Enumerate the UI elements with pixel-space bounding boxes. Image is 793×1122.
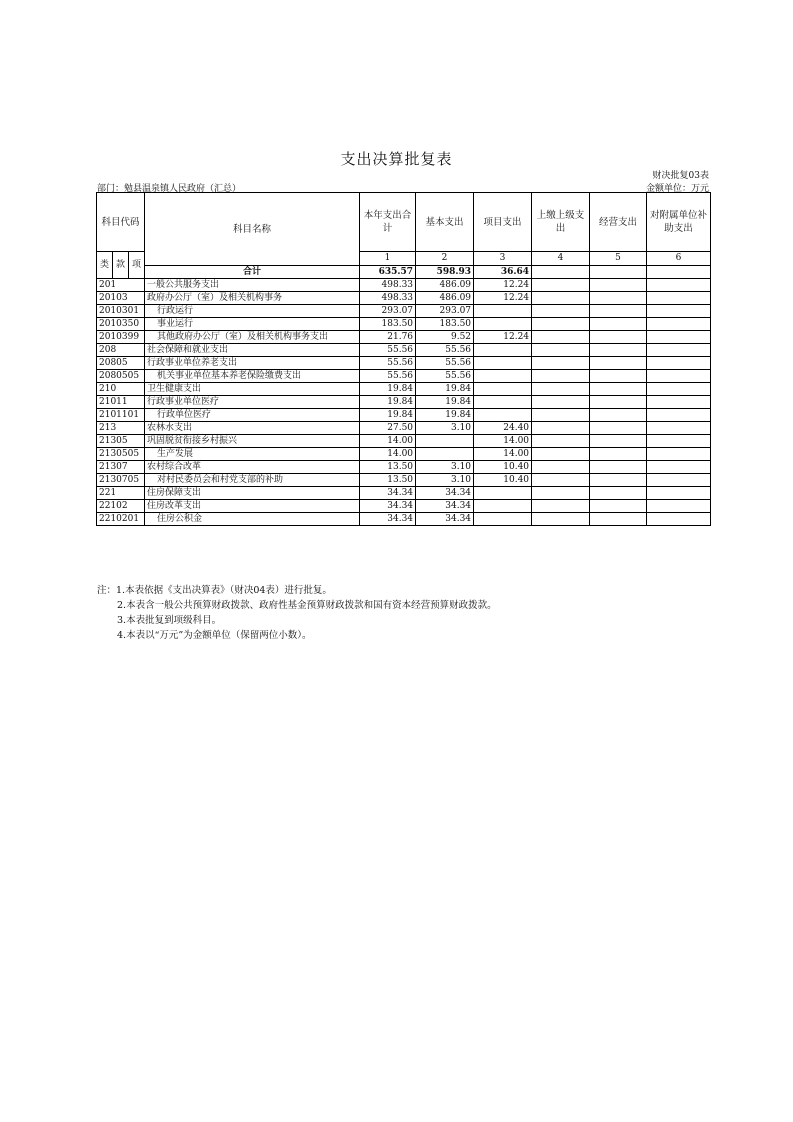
row-name: 政府办公厅（室）及相关机构事务 <box>145 292 360 305</box>
row-total-expenditure: 34.34 <box>360 513 416 526</box>
row-operating-expenditure <box>590 370 647 383</box>
row-total-expenditure: 13.50 <box>360 474 416 487</box>
row-operating-expenditure <box>590 422 647 435</box>
row-basic-expenditure: 486.09 <box>416 279 474 292</box>
table-row <box>97 487 711 500</box>
table-header-row <box>97 193 711 252</box>
row-subsidiary-expenditure <box>647 474 711 487</box>
row-subsidiary-expenditure <box>647 500 711 513</box>
department-label: 部门：勉县温泉镇人民政府（汇总） <box>97 184 242 194</box>
row-subsidiary-expenditure <box>647 305 711 318</box>
row-basic-expenditure: 183.50 <box>416 318 474 331</box>
row-basic-expenditure: 19.84 <box>416 383 474 396</box>
table-row <box>97 461 711 474</box>
row-name: 农村综合改革 <box>145 461 360 474</box>
form-number: 财决批复03表 <box>652 171 709 181</box>
row-total-expenditure: 19.84 <box>360 409 416 422</box>
row-project-expenditure <box>474 487 532 500</box>
header-kuan: 款 <box>113 252 129 279</box>
header-code: 科目代码 <box>97 193 145 252</box>
row-name: 巩固脱贫衔接乡村振兴 <box>145 435 360 448</box>
header-project-expenditure: 项目支出 <box>474 193 532 252</box>
row-basic-expenditure: 55.56 <box>416 357 474 370</box>
row-subsidiary-expenditure <box>647 422 711 435</box>
row-total-expenditure: 19.84 <box>360 383 416 396</box>
note-3: 3.本表批复到项级科目。 <box>117 615 222 626</box>
header-subsidiary-expenditure: 对附属单位补助支出 <box>647 193 711 252</box>
total-row <box>97 266 711 279</box>
column-number-2: 2 <box>416 252 474 266</box>
header-name: 科目名称 <box>145 193 360 266</box>
row-subsidiary-expenditure <box>647 487 711 500</box>
row-subsidiary-expenditure <box>647 383 711 396</box>
row-upper-level-expenditure <box>532 357 590 370</box>
row-code: 221 <box>97 487 145 500</box>
row-name <box>145 318 360 331</box>
header-xiang: 项 <box>129 252 145 279</box>
row-code: 2101101 <box>97 409 145 422</box>
row-operating-expenditure <box>590 487 647 500</box>
row-subsidiary-expenditure <box>647 279 711 292</box>
row-total-expenditure: 19.84 <box>360 396 416 409</box>
row-project-expenditure: 14.00 <box>474 448 532 461</box>
row-name-text: 对村民委员会和村党支部的补助 <box>157 474 284 485</box>
table-row <box>97 513 711 526</box>
row-subsidiary-expenditure <box>647 357 711 370</box>
header-operating-expenditure: 经营支出 <box>590 193 647 252</box>
row-name-text: 事业运行 <box>157 318 194 329</box>
row-total-expenditure: 183.50 <box>360 318 416 331</box>
total-col3: 36.64 <box>474 266 532 279</box>
notes <box>97 583 497 643</box>
row-total-expenditure: 55.56 <box>360 357 416 370</box>
column-number-6: 6 <box>647 252 711 266</box>
row-name <box>145 513 360 526</box>
row-project-expenditure <box>474 500 532 513</box>
row-total-expenditure: 14.00 <box>360 435 416 448</box>
row-name: 农林水支出 <box>145 422 360 435</box>
row-project-expenditure <box>474 318 532 331</box>
row-basic-expenditure: 3.10 <box>416 461 474 474</box>
row-upper-level-expenditure <box>532 513 590 526</box>
row-project-expenditure: 14.00 <box>474 435 532 448</box>
row-project-expenditure <box>474 383 532 396</box>
row-code: 208 <box>97 344 145 357</box>
total-col4 <box>532 266 590 279</box>
row-name <box>145 409 360 422</box>
row-project-expenditure: 12.24 <box>474 279 532 292</box>
table-row <box>97 435 711 448</box>
row-total-expenditure: 21.76 <box>360 331 416 344</box>
row-basic-expenditure: 293.07 <box>416 305 474 318</box>
row-name <box>145 331 360 344</box>
table-row <box>97 344 711 357</box>
expenditure-table <box>96 192 711 526</box>
total-label: 合计 <box>145 266 360 279</box>
header-total-expenditure: 本年支出合计 <box>360 193 416 252</box>
row-upper-level-expenditure <box>532 370 590 383</box>
row-operating-expenditure <box>590 279 647 292</box>
column-number-3: 3 <box>474 252 532 266</box>
row-name <box>145 474 360 487</box>
row-upper-level-expenditure <box>532 292 590 305</box>
row-upper-level-expenditure <box>532 409 590 422</box>
table-row <box>97 396 711 409</box>
row-code: 201 <box>97 279 145 292</box>
row-subsidiary-expenditure <box>647 344 711 357</box>
table-row <box>97 409 711 422</box>
table-row <box>97 357 711 370</box>
row-upper-level-expenditure <box>532 344 590 357</box>
row-total-expenditure: 34.34 <box>360 500 416 513</box>
row-basic-expenditure: 486.09 <box>416 292 474 305</box>
row-upper-level-expenditure <box>532 435 590 448</box>
table-row <box>97 318 711 331</box>
row-basic-expenditure: 55.56 <box>416 370 474 383</box>
row-basic-expenditure: 34.34 <box>416 487 474 500</box>
row-upper-level-expenditure <box>532 461 590 474</box>
row-code: 2010350 <box>97 318 145 331</box>
row-total-expenditure: 34.34 <box>360 487 416 500</box>
row-total-expenditure: 27.50 <box>360 422 416 435</box>
row-code: 2080505 <box>97 370 145 383</box>
row-code: 21307 <box>97 461 145 474</box>
row-name-text: 行政单位医疗 <box>157 409 212 420</box>
column-number-5: 5 <box>590 252 647 266</box>
row-operating-expenditure <box>590 357 647 370</box>
row-total-expenditure: 498.33 <box>360 292 416 305</box>
amount-unit-label: 金额单位：万元 <box>645 184 709 194</box>
row-project-expenditure <box>474 370 532 383</box>
row-upper-level-expenditure <box>532 396 590 409</box>
row-name-text: 机关事业单位基本养老保险缴费支出 <box>157 370 302 381</box>
row-code: 2130705 <box>97 474 145 487</box>
table-row <box>97 305 711 318</box>
header-basic-expenditure: 基本支出 <box>416 193 474 252</box>
row-name <box>145 448 360 461</box>
row-project-expenditure <box>474 357 532 370</box>
table-row <box>97 331 711 344</box>
row-basic-expenditure: 19.84 <box>416 396 474 409</box>
row-project-expenditure: 10.40 <box>474 474 532 487</box>
row-name-text: 住房公积金 <box>157 513 203 524</box>
row-operating-expenditure <box>590 461 647 474</box>
row-name: 行政事业单位医疗 <box>145 396 360 409</box>
row-operating-expenditure <box>590 344 647 357</box>
row-total-expenditure: 498.33 <box>360 279 416 292</box>
note-4: 4.本表以“万元”为金额单位（保留两位小数）。 <box>117 630 312 641</box>
row-operating-expenditure <box>590 383 647 396</box>
row-name: 一般公共服务支出 <box>145 279 360 292</box>
row-subsidiary-expenditure <box>647 370 711 383</box>
row-subsidiary-expenditure <box>647 461 711 474</box>
row-code: 2010399 <box>97 331 145 344</box>
row-basic-expenditure: 34.34 <box>416 513 474 526</box>
table-row <box>97 279 711 292</box>
row-subsidiary-expenditure <box>647 435 711 448</box>
row-name: 住房改革支出 <box>145 500 360 513</box>
table-row <box>97 474 711 487</box>
row-upper-level-expenditure <box>532 383 590 396</box>
row-project-expenditure: 10.40 <box>474 461 532 474</box>
row-code: 210 <box>97 383 145 396</box>
row-operating-expenditure <box>590 448 647 461</box>
table-row <box>97 292 711 305</box>
row-code: 2010301 <box>97 305 145 318</box>
row-subsidiary-expenditure <box>647 396 711 409</box>
row-basic-expenditure <box>416 435 474 448</box>
row-project-expenditure <box>474 513 532 526</box>
row-basic-expenditure: 34.34 <box>416 500 474 513</box>
row-name: 住房保障支出 <box>145 487 360 500</box>
row-operating-expenditure <box>590 396 647 409</box>
total-col1: 635.57 <box>360 266 416 279</box>
row-upper-level-expenditure <box>532 487 590 500</box>
row-basic-expenditure: 9.52 <box>416 331 474 344</box>
row-project-expenditure <box>474 344 532 357</box>
row-name <box>145 370 360 383</box>
row-name-text: 其他政府办公厅（室）及相关机构事务支出 <box>157 331 329 342</box>
row-name-text: 行政运行 <box>157 305 194 316</box>
row-name: 行政事业单位养老支出 <box>145 357 360 370</box>
row-code: 2210201 <box>97 513 145 526</box>
row-upper-level-expenditure <box>532 331 590 344</box>
row-upper-level-expenditure <box>532 474 590 487</box>
row-upper-level-expenditure <box>532 500 590 513</box>
row-subsidiary-expenditure <box>647 513 711 526</box>
row-upper-level-expenditure <box>532 305 590 318</box>
row-total-expenditure: 55.56 <box>360 344 416 357</box>
row-operating-expenditure <box>590 318 647 331</box>
row-total-expenditure: 14.00 <box>360 448 416 461</box>
row-basic-expenditure: 3.10 <box>416 422 474 435</box>
row-code: 22102 <box>97 500 145 513</box>
row-basic-expenditure: 3.10 <box>416 474 474 487</box>
row-code: 21011 <box>97 396 145 409</box>
row-code: 20103 <box>97 292 145 305</box>
row-operating-expenditure <box>590 292 647 305</box>
note-1: 注：1.本表依据《支出决算表》（财决04表）进行批复。 <box>97 585 332 596</box>
row-subsidiary-expenditure <box>647 292 711 305</box>
row-upper-level-expenditure <box>532 279 590 292</box>
header-lei: 类 <box>97 252 113 279</box>
header-upper-level-expenditure: 上缴上级支出 <box>532 193 590 252</box>
row-project-expenditure: 12.24 <box>474 292 532 305</box>
row-upper-level-expenditure <box>532 318 590 331</box>
row-project-expenditure <box>474 396 532 409</box>
table-row <box>97 370 711 383</box>
row-subsidiary-expenditure <box>647 318 711 331</box>
row-operating-expenditure <box>590 435 647 448</box>
row-name-text: 生产发展 <box>157 448 194 459</box>
table-row <box>97 422 711 435</box>
row-name: 卫生健康支出 <box>145 383 360 396</box>
row-subsidiary-expenditure <box>647 409 711 422</box>
row-name <box>145 305 360 318</box>
table-row <box>97 383 711 396</box>
row-basic-expenditure <box>416 448 474 461</box>
row-basic-expenditure: 55.56 <box>416 344 474 357</box>
row-project-expenditure: 24.40 <box>474 422 532 435</box>
row-upper-level-expenditure <box>532 448 590 461</box>
row-operating-expenditure <box>590 513 647 526</box>
row-operating-expenditure <box>590 331 647 344</box>
row-subsidiary-expenditure <box>647 448 711 461</box>
note-2: 2.本表含一般公共预算财政拨款、政府性基金预算财政拨款和国有资本经营预算财政拨款。 <box>117 600 497 611</box>
row-total-expenditure: 13.50 <box>360 461 416 474</box>
column-number-4: 4 <box>532 252 590 266</box>
row-subsidiary-expenditure <box>647 331 711 344</box>
row-code: 21305 <box>97 435 145 448</box>
row-operating-expenditure <box>590 500 647 513</box>
row-code: 213 <box>97 422 145 435</box>
row-operating-expenditure <box>590 474 647 487</box>
row-project-expenditure <box>474 409 532 422</box>
total-col6 <box>647 266 711 279</box>
row-project-expenditure: 12.24 <box>474 331 532 344</box>
row-code: 20805 <box>97 357 145 370</box>
table-row <box>97 448 711 461</box>
row-operating-expenditure <box>590 305 647 318</box>
row-code: 2130505 <box>97 448 145 461</box>
row-operating-expenditure <box>590 409 647 422</box>
page-title: 支出决算批复表 <box>340 150 453 168</box>
row-upper-level-expenditure <box>532 422 590 435</box>
row-total-expenditure: 55.56 <box>360 370 416 383</box>
table-row <box>97 500 711 513</box>
total-col2: 598.93 <box>416 266 474 279</box>
column-number-1: 1 <box>360 252 416 266</box>
total-col5 <box>590 266 647 279</box>
row-basic-expenditure: 19.84 <box>416 409 474 422</box>
row-project-expenditure <box>474 305 532 318</box>
row-name: 社会保障和就业支出 <box>145 344 360 357</box>
row-total-expenditure: 293.07 <box>360 305 416 318</box>
